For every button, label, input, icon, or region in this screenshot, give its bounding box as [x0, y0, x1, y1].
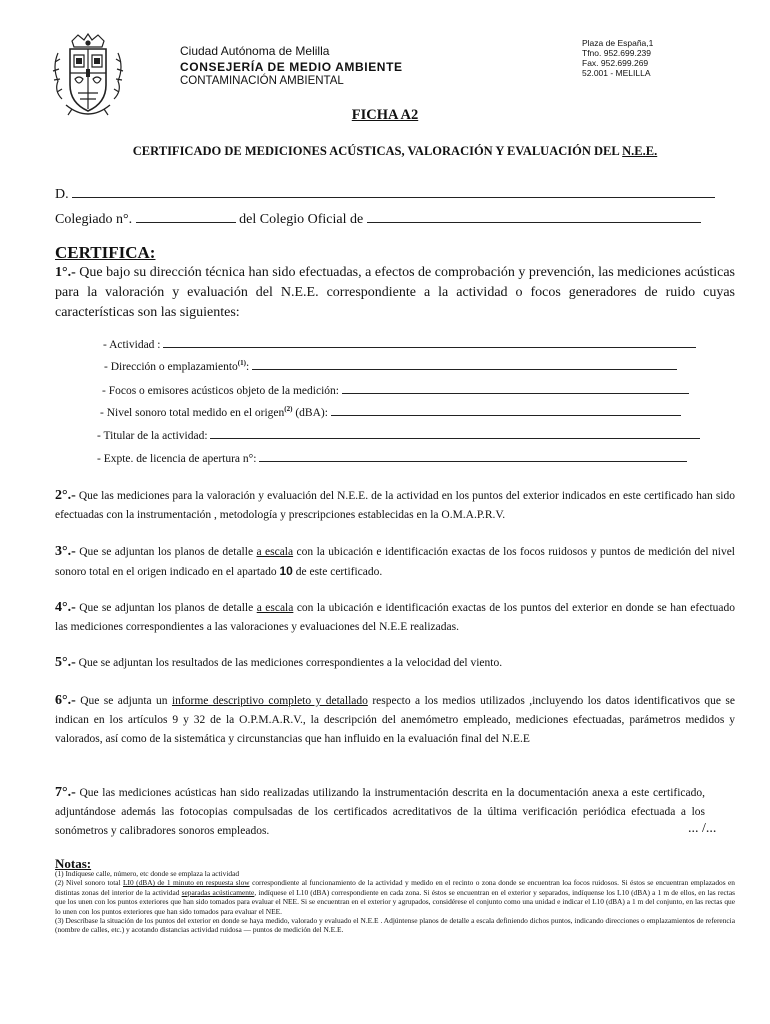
address-line: Plaza de España,1	[582, 38, 654, 48]
colegiado-label: Colegiado n°.	[55, 212, 133, 227]
field-actividad-line[interactable]	[163, 337, 696, 348]
clause-7-number: 7°.-	[55, 785, 76, 800]
field-expte-line[interactable]	[259, 451, 687, 462]
note-3: (3) Descríbase la situación de los puntos del exterior en donde se haya medido, valorado y evaluado el N.E.E . Adjúntense planos de detalle a escala definiendo dichos puntos, indicando direcciones o emplazamientos de referencia (nombre de calles, etc.) y acotando distancias actividad ruidosa — puntos de medición del N.E.E.	[55, 916, 735, 935]
field-nivel	[100, 405, 681, 419]
field-nivel-line[interactable]	[331, 405, 681, 416]
notes-block	[55, 869, 735, 935]
name-input-line[interactable]	[72, 184, 715, 198]
field-nivel-unit: (dBA):	[295, 407, 328, 419]
colegio-input-line[interactable]	[367, 209, 701, 223]
continuation-mark: ... /...	[688, 821, 717, 836]
address-fax: Fax. 952.699.269	[582, 58, 649, 68]
field-actividad	[103, 337, 696, 351]
clause-3	[55, 542, 735, 582]
clause-3-underlined: a escala	[256, 546, 294, 558]
form-title: FICHA A2	[351, 107, 419, 123]
clause-3-bold: 10	[279, 564, 293, 578]
clause-1	[55, 263, 735, 323]
field-nivel-label: - Nivel sonoro total medido en el origen	[100, 407, 285, 419]
clause-6-text-b: respecto a los medios utilizados ,incluyendo los datos identificativos que se indican en los artículos 9 y 32 de la O.P.M.A.R.V., la descripción del anemómetro empleado, mediciones efectuadas, parámetros medidos y valorados, así como de la sistemática y circunstancias que han influido en la evaluación final del N.E.E	[55, 695, 735, 745]
header-address	[582, 38, 653, 78]
clause-2-text: Que las mediciones para la valoración y evaluación del N.E.E. de la actividad en los puntos del exterior indicados en este certificado han sido efectuadas con la instrumentación , metodología y prescripciones establecidas en la O.M.A.P.R.V.	[55, 490, 735, 521]
colegio-label: del Colegio Oficial de	[239, 212, 364, 227]
note-2-c: , indíquese el L10 (dBA) correspondiente en cada zona. Si éstos se encuentran en el exterior y separados, indíquense los L10 (dBA) a 1 m de ellos, en las rectas que los unen con los puntos exteriores que han sido tomados para evaluar el NEE. Si se encuentran en el exterior y agrupados, considérese el conjunto como una unidad e indicar el L10 (dBA) a 1 m del conjunto, en las rectas que lo unen con los puntos exteriores que han sido tomados para evaluar el NEE.	[55, 887, 735, 916]
note-2-underlined-2: separadas acústicamente	[181, 887, 255, 897]
clause-3-text-c: de este certificado.	[292, 566, 383, 578]
subtitle-nee: N.E.E.	[622, 144, 658, 158]
colegiado-number-line[interactable]	[136, 209, 236, 223]
field-focos-line[interactable]	[342, 383, 689, 394]
name-label: D.	[55, 187, 69, 202]
header-section: CONTAMINACIÓN AMBIENTAL	[180, 75, 344, 87]
note-2-underlined: LI0 (dBA) de 1 minuto en respuesta slow	[123, 878, 250, 888]
header-city: Ciudad Autónoma de Melilla	[180, 44, 330, 58]
certifica-heading: CERTIFICA:	[55, 243, 156, 262]
clause-3-text-b: con la ubicación e identificación exactas de los focos ruidosos y puntos de medición del nivel sonoro total en el origen indicado en el apartado	[55, 546, 735, 578]
clause-4-underlined: a escala	[256, 602, 294, 614]
name-field-row	[55, 184, 720, 203]
clause-3-text-a: Que se adjuntan los planos de detalle	[75, 546, 257, 558]
note-2-b: correspondiente al funcionamiento de la actividad y medido en el recinto o zona donde se encuentran loa focos ruidosos. Si éstos se encuentran emplazados en distintas zonas del interior de la actividad	[55, 878, 735, 897]
header-department: CONSEJERÍA DE MEDIO AMBIENTE	[180, 60, 403, 74]
clause-6-number: 6°.-	[55, 693, 76, 708]
note-ref-1: (1)	[237, 359, 246, 368]
field-focos	[102, 383, 689, 397]
field-direccion: - Dirección o emplazamiento$^{(1)}$:	[104, 359, 677, 373]
clause-4-number: 4°.-	[55, 600, 76, 615]
field-expte-label: - Expte. de licencia de apertura n°:	[97, 453, 257, 465]
clause-1-text: Que bajo su dirección técnica han sido efectuadas, a efectos de comprobación y prevención, las mediciones acústicas para la valoración y evaluación del N.E.E. correspondiente a la actividad o focos generadores de ruido cuyas características son las siguientes:	[55, 265, 735, 320]
clause-4-text-b: con la ubicación e identificación exactas de los puntos del exterior en donde se han efectuado las mediciones correspondientes a las valoraciones y evaluaciones del N.E.E realizadas.	[55, 602, 735, 633]
notes-heading: Notas:	[55, 856, 92, 871]
address-postal: 52.001 - MELILLA	[582, 68, 651, 78]
clause-6-text-a: Que se adjunta un	[75, 695, 172, 707]
field-direccion-label: - Dirección o emplazamiento	[104, 361, 238, 373]
field-titular	[97, 428, 700, 442]
note-1: (1) Indíquese calle, número, etc donde se emplaza la actividad	[55, 869, 240, 878]
clause-5-text: Que se adjuntan los resultados de las mediciones correspondientes a la velocidad del viento.	[75, 657, 503, 669]
note-2-a: (2) Nivel sonoro total	[55, 878, 124, 888]
clause-2-number: 2°.-	[55, 488, 76, 503]
note-2	[55, 878, 735, 916]
clause-5	[55, 653, 735, 673]
field-focos-label: - Focos o emisores acústicos objeto de la medición:	[102, 385, 339, 397]
subtitle-text: CERTIFICADO DE MEDICIONES ACÚSTICAS, VALORACIÓN Y EVALUACIÓN DEL	[132, 144, 623, 158]
note-ref-2: (2)	[284, 405, 293, 414]
clause-4	[55, 598, 735, 637]
clause-5-number: 5°.-	[55, 655, 76, 670]
clause-2	[55, 486, 735, 525]
clause-6	[55, 691, 735, 749]
field-actividad-label: - Actividad :	[103, 339, 161, 351]
clause-7-text: Que las mediciones acústicas han sido realizadas utilizando la instrumentación descrita en la documentación anexa a este certificado, adjuntándose además las fotocopias compulsadas de los certificados acreditativos de la última verificación periódica efectuada a los sonómetros y calibradores sonoros empleados.	[55, 787, 705, 837]
colegiado-row	[55, 209, 720, 228]
field-direccion-line[interactable]	[252, 359, 677, 370]
clause-7	[55, 783, 705, 841]
field-expte	[97, 451, 687, 465]
form-subtitle	[0, 144, 770, 159]
address-phone: Tfno. 952.699.239	[582, 48, 652, 58]
clause-6-underlined: informe descriptivo completo y detallado	[171, 695, 368, 707]
clause-3-number: 3°.-	[55, 544, 76, 559]
field-titular-line[interactable]	[210, 428, 700, 439]
clause-1-number: 1°.-	[55, 265, 76, 280]
field-titular-label: - Titular de la actividad:	[97, 430, 208, 442]
clause-4-text-a: Que se adjuntan los planos de detalle	[75, 602, 257, 614]
